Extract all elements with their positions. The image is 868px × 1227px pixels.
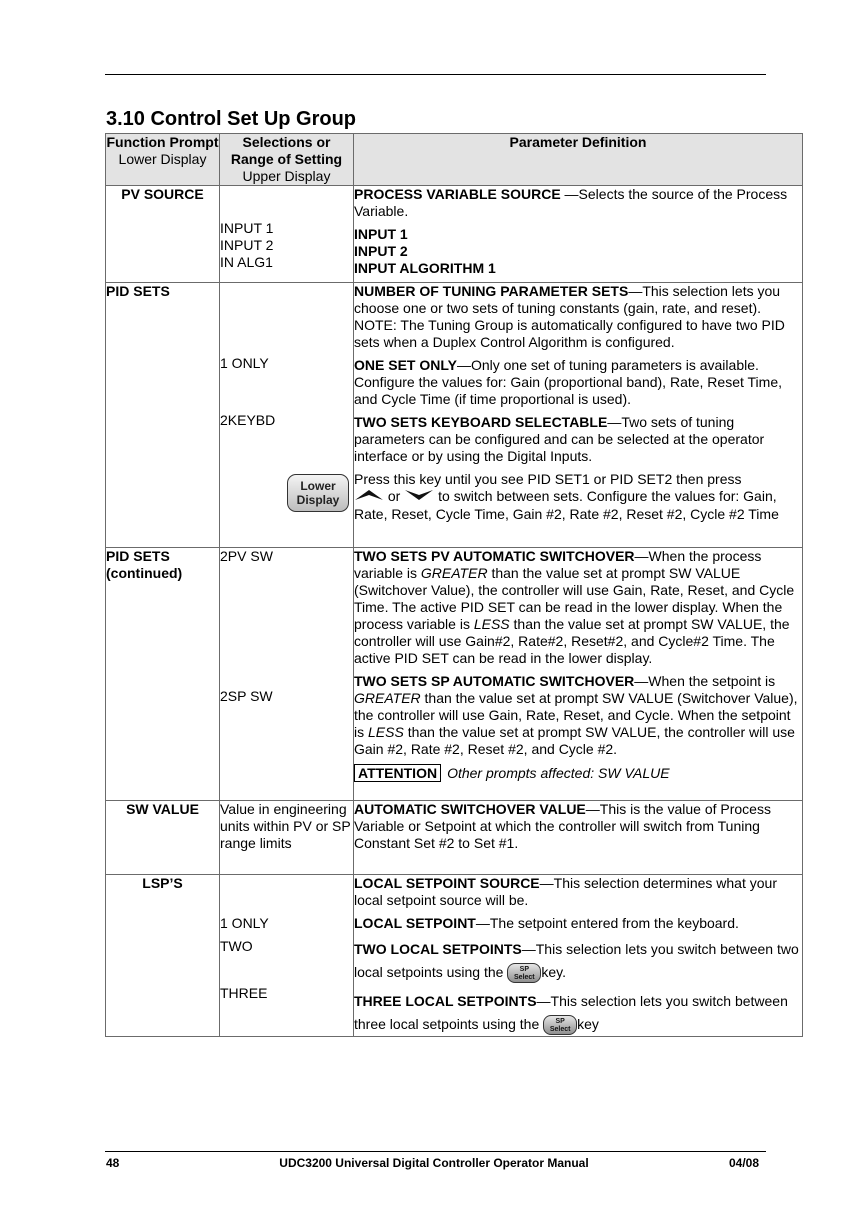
definition-pid-sets: NUMBER OF TUNING PARAMETER SETS—This selection lets you choose one or two sets of tuning constants (gain, rate, and reset). NOTE: The Tuning Group is automatically configured to have two PID sets when a Duplex Control Algorithm is configured. ONE SET ONLY—Only one set of tuning parameters is available. Configure the values for: Gain (proportional band), Rate, Reset Time, and Cycle Time (if time proportional is used). TWO SETS KEYBOARD SELECTABLE—Two sets of tuning parameters can be configured and can be selected at the operator interface or by using the Digital Inputs. Press this key until you see PID SET1 or PID SET2 then press or to switch between sets. Configure the values for: Gain, Rate, Reset, Cycle Time, Gain #2, Rate #2, Reset #2, Cycle #2 Time	[354, 283, 803, 548]
header-function-prompt: Function Prompt Lower Display	[106, 134, 220, 186]
parameter-table	[105, 133, 803, 1037]
down-arrow-icon	[404, 488, 434, 506]
header-selections: Selections or Range of Setting Upper Display	[220, 134, 354, 186]
footer-manual-title: UDC3200 Universal Digital Controller Operator Manual	[279, 1156, 589, 1170]
table-row	[106, 875, 803, 1037]
definition-pv-source: PROCESS VARIABLE SOURCE —Selects the source of the Process Variable. INPUT 1 INPUT 2 INPUT ALGORITHM 1	[354, 186, 803, 283]
table-row	[106, 186, 803, 283]
section-heading: 3.10 Control Set Up Group	[106, 108, 357, 130]
prompt-lsps: LSP’S	[106, 875, 220, 1037]
table-header-row	[106, 134, 803, 186]
top-rule	[105, 74, 766, 75]
footer-page-number: 48	[106, 1156, 120, 1170]
sp-select-key-icon: SP Select	[507, 963, 541, 983]
selections-pid-sets-continued: 2PV SW 2SP SW	[220, 548, 354, 801]
selections-pid-sets: 1 ONLY 2KEYBD Lower Display	[220, 283, 354, 548]
footer-date: 04/08	[729, 1156, 760, 1170]
prompt-pid-sets-continued: PID SETS (continued)	[106, 548, 220, 801]
header-parameter-definition: Parameter Definition	[354, 134, 803, 186]
prompt-pv-source: PV SOURCE	[106, 186, 220, 283]
selections-lsps: 1 ONLY TWO THREE	[220, 875, 354, 1037]
table-row	[106, 283, 803, 548]
definition-pid-sets-continued: TWO SETS PV AUTOMATIC SWITCHOVER—When the process variable is GREATER than the value set at prompt SW VALUE (Switchover Value), the controller will use Gain, Rate, Reset, and Cycle Time. The active PID SET can be read in the lower display. When the process variable is LESS than the value set at prompt SW VALUE, the controller will use Gain#2, Rate#2, Reset#2, and Cycle#2 Time. The active PID SET can be read in the lower display. TWO SETS SP AUTOMATIC SWITCHOVER—When the setpoint is GREATER than the value set at prompt SW VALUE (Switchover Value), the controller will use Gain, Rate, Reset, and Cycle. When the setpoint is LESS than the value set at prompt SW VALUE, the controller will use Gain #2, Rate #2, Reset #2, and Cycle #2. ATTENTION Other prompts affected: SW VALUE	[354, 548, 803, 801]
definition-sw-value: AUTOMATIC SWITCHOVER VALUE—This is the value of Process Variable or Setpoint at which the controller will switch from Tuning Constant Set #2 to Set #1.	[354, 801, 803, 875]
table-row	[106, 801, 803, 875]
selections-pv-source: INPUT 1 INPUT 2 IN ALG1	[220, 186, 354, 283]
prompt-sw-value: SW VALUE	[106, 801, 220, 875]
up-arrow-icon	[354, 488, 384, 506]
definition-lsps: LOCAL SETPOINT SOURCE—This selection determines what your local setpoint source will be. LOCAL SETPOINT—The setpoint entered from the keyboard. TWO LOCAL SETPOINTS—This selection lets you switch between two local setpoints using the SP Select key. THREE LOCAL SETPOINTS—This selection lets you switch between three local setpoints using the SP Select key	[354, 875, 803, 1037]
selections-sw-value: Value in engineering units within PV or SP range limits	[220, 801, 354, 875]
lower-display-key-icon: Lower Display	[287, 474, 349, 512]
sp-select-key-icon: SP Select	[543, 1015, 577, 1035]
table-row	[106, 548, 803, 801]
attention-label: ATTENTION	[354, 764, 441, 782]
attention-text: Other prompts affected: SW VALUE	[447, 765, 670, 781]
bottom-rule	[105, 1151, 766, 1152]
prompt-pid-sets: PID SETS	[106, 283, 220, 548]
